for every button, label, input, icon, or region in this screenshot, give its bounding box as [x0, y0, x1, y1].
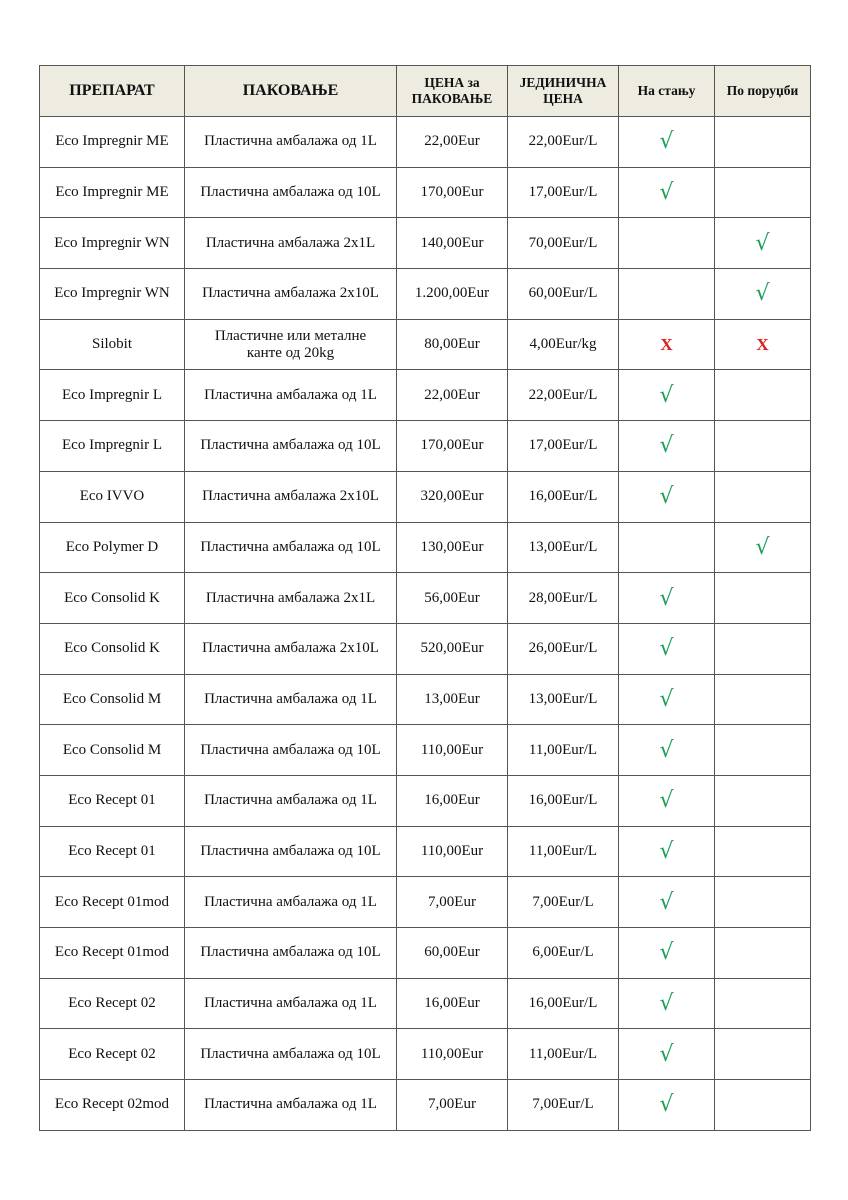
- pack-price-cell: 130,00Eur: [397, 522, 508, 573]
- table-row: [40, 978, 811, 1029]
- in-stock-cross-icon: X: [619, 319, 715, 370]
- packaging-cell: Пластична амбалажа од 10L: [185, 167, 397, 218]
- product-cell: Eco Consolid K: [40, 623, 185, 674]
- product-cell: Eco Recept 01mod: [40, 877, 185, 928]
- packaging-cell: Пластична амбалажа од 10L: [185, 1029, 397, 1080]
- on-order-cell: [715, 978, 811, 1029]
- table-row: [40, 674, 811, 725]
- pack-price-cell: 170,00Eur: [397, 167, 508, 218]
- pack-price-cell: 1.200,00Eur: [397, 269, 508, 320]
- in-stock-check-icon: √: [619, 775, 715, 826]
- on-order-cell: [715, 623, 811, 674]
- unit-price-cell: 16,00Eur/L: [508, 978, 619, 1029]
- packaging-cell: Пластична амбалажа 2x1L: [185, 218, 397, 269]
- product-cell: Eco Recept 01: [40, 775, 185, 826]
- on-order-cell: [715, 471, 811, 522]
- on-order-cell: [715, 117, 811, 168]
- product-cell: Eco Consolid M: [40, 725, 185, 776]
- on-order-cell: [715, 674, 811, 725]
- packaging-cell: Пластична амбалажа од 10L: [185, 725, 397, 776]
- table-row: [40, 117, 811, 168]
- in-stock-cell: [619, 269, 715, 320]
- in-stock-check-icon: √: [619, 1080, 715, 1131]
- table-row: [40, 1029, 811, 1080]
- on-order-cell: [715, 725, 811, 776]
- packaging-cell: Пластична амбалажа од 10L: [185, 928, 397, 979]
- table-row: [40, 319, 811, 370]
- product-cell: Eco IVVO: [40, 471, 185, 522]
- packaging-line2: канте од 20kg: [246, 344, 335, 361]
- unit-price-cell: 6,00Eur/L: [508, 928, 619, 979]
- on-order-cell: [715, 370, 811, 421]
- on-order-cell: [715, 1029, 811, 1080]
- product-cell: Eco Impregnir ME: [40, 167, 185, 218]
- pack-price-cell: 22,00Eur: [397, 370, 508, 421]
- unit-price-cell: 26,00Eur/L: [508, 623, 619, 674]
- table-row: [40, 623, 811, 674]
- pack-price-cell: 60,00Eur: [397, 928, 508, 979]
- table-row: [40, 421, 811, 472]
- in-stock-check-icon: √: [619, 370, 715, 421]
- on-order-cell: [715, 167, 811, 218]
- product-cell: Eco Consolid M: [40, 674, 185, 725]
- table-row: [40, 471, 811, 522]
- in-stock-check-icon: √: [619, 725, 715, 776]
- product-cell: Eco Recept 02: [40, 1029, 185, 1080]
- on-order-check-icon: √: [715, 522, 811, 573]
- in-stock-check-icon: √: [619, 623, 715, 674]
- product-cell: Eco Recept 02mod: [40, 1080, 185, 1131]
- pack-price-cell: 7,00Eur: [397, 877, 508, 928]
- product-cell: Eco Polymer D: [40, 522, 185, 573]
- table-row: [40, 218, 811, 269]
- unit-price-cell: 11,00Eur/L: [508, 826, 619, 877]
- pack-price-cell: 520,00Eur: [397, 623, 508, 674]
- header-on-order: По поруџби: [715, 66, 811, 117]
- product-cell: Eco Impregnir WN: [40, 218, 185, 269]
- packaging-cell: Пластична амбалажа од 1L: [185, 978, 397, 1029]
- in-stock-check-icon: √: [619, 167, 715, 218]
- table-row: [40, 1080, 811, 1131]
- unit-price-cell: 70,00Eur/L: [508, 218, 619, 269]
- unit-price-cell: 22,00Eur/L: [508, 117, 619, 168]
- on-order-cell: [715, 421, 811, 472]
- unit-price-cell: 13,00Eur/L: [508, 522, 619, 573]
- unit-price-cell: 7,00Eur/L: [508, 877, 619, 928]
- packaging-cell: Пластична амбалажа од 1L: [185, 1080, 397, 1131]
- table-row: [40, 370, 811, 421]
- in-stock-check-icon: √: [619, 421, 715, 472]
- pack-price-cell: 16,00Eur: [397, 775, 508, 826]
- product-cell: Eco Consolid K: [40, 573, 185, 624]
- unit-price-cell: 11,00Eur/L: [508, 725, 619, 776]
- header-row: [40, 66, 811, 117]
- on-order-check-icon: √: [715, 218, 811, 269]
- packaging-cell: Пластична амбалажа 2x10L: [185, 269, 397, 320]
- header-unit-price-line2: ЦЕНА: [543, 91, 583, 106]
- on-order-check-icon: √: [715, 269, 811, 320]
- packaging-cell: Пластична амбалажа од 1L: [185, 370, 397, 421]
- unit-price-cell: 28,00Eur/L: [508, 573, 619, 624]
- price-table: [39, 65, 811, 1131]
- on-order-cell: [715, 775, 811, 826]
- in-stock-check-icon: √: [619, 471, 715, 522]
- product-cell: Eco Recept 01: [40, 826, 185, 877]
- unit-price-cell: 16,00Eur/L: [508, 775, 619, 826]
- packaging-cell: Пластична амбалажа од 1L: [185, 117, 397, 168]
- on-order-cell: [715, 928, 811, 979]
- packaging-cell: Пластична амбалажа од 10L: [185, 421, 397, 472]
- pack-price-cell: 56,00Eur: [397, 573, 508, 624]
- in-stock-cell: [619, 522, 715, 573]
- on-order-cell: [715, 573, 811, 624]
- in-stock-check-icon: √: [619, 1029, 715, 1080]
- pack-price-cell: 22,00Eur: [397, 117, 508, 168]
- header-product: ПРЕПАРАТ: [40, 66, 185, 117]
- in-stock-check-icon: √: [619, 928, 715, 979]
- unit-price-cell: 17,00Eur/L: [508, 421, 619, 472]
- product-cell: Eco Recept 01mod: [40, 928, 185, 979]
- pack-price-cell: 170,00Eur: [397, 421, 508, 472]
- on-order-cell: [715, 877, 811, 928]
- unit-price-cell: 11,00Eur/L: [508, 1029, 619, 1080]
- pack-price-cell: 7,00Eur: [397, 1080, 508, 1131]
- product-cell: Eco Impregnir L: [40, 421, 185, 472]
- table-row: [40, 775, 811, 826]
- on-order-cell: [715, 1080, 811, 1131]
- packaging-line1: Пластичне или металне: [214, 327, 367, 344]
- table-row: [40, 877, 811, 928]
- in-stock-check-icon: √: [619, 674, 715, 725]
- header-pack-price: [397, 66, 508, 117]
- header-pack-price-line2: ПАКОВАЊЕ: [411, 91, 493, 106]
- header-pack-price-line1: ЦЕНА за: [424, 75, 480, 90]
- in-stock-check-icon: √: [619, 573, 715, 624]
- table-row: [40, 725, 811, 776]
- unit-price-cell: 16,00Eur/L: [508, 471, 619, 522]
- product-cell: Eco Impregnir L: [40, 370, 185, 421]
- table-row: [40, 928, 811, 979]
- packaging-cell: Пластична амбалажа од 10L: [185, 522, 397, 573]
- unit-price-cell: 22,00Eur/L: [508, 370, 619, 421]
- table-row: [40, 167, 811, 218]
- in-stock-check-icon: √: [619, 117, 715, 168]
- pack-price-cell: 13,00Eur: [397, 674, 508, 725]
- on-order-cross-icon: X: [715, 319, 811, 370]
- table-row: [40, 826, 811, 877]
- header-unit-price-line1: ЈЕДИНИЧНА: [519, 75, 607, 90]
- table-row: [40, 269, 811, 320]
- product-cell: Eco Impregnir ME: [40, 117, 185, 168]
- header-unit-price: [508, 66, 619, 117]
- packaging-cell: Пластична амбалажа 2x1L: [185, 573, 397, 624]
- header-in-stock: На стању: [619, 66, 715, 117]
- pack-price-cell: 140,00Eur: [397, 218, 508, 269]
- unit-price-cell: 17,00Eur/L: [508, 167, 619, 218]
- in-stock-cell: [619, 218, 715, 269]
- pack-price-cell: 16,00Eur: [397, 978, 508, 1029]
- packaging-cell: Пластична амбалажа од 1L: [185, 877, 397, 928]
- packaging-cell: Пластична амбалажа 2x10L: [185, 471, 397, 522]
- pack-price-cell: 110,00Eur: [397, 826, 508, 877]
- unit-price-cell: 13,00Eur/L: [508, 674, 619, 725]
- in-stock-check-icon: √: [619, 826, 715, 877]
- unit-price-cell: 7,00Eur/L: [508, 1080, 619, 1131]
- pack-price-cell: 110,00Eur: [397, 725, 508, 776]
- table-row: [40, 573, 811, 624]
- in-stock-check-icon: √: [619, 877, 715, 928]
- in-stock-check-icon: √: [619, 978, 715, 1029]
- product-cell: Eco Impregnir WN: [40, 269, 185, 320]
- unit-price-cell: 60,00Eur/L: [508, 269, 619, 320]
- packaging-cell: Пластична амбалажа од 10L: [185, 826, 397, 877]
- table-row: [40, 522, 811, 573]
- product-cell: Silobit: [40, 319, 185, 370]
- packaging-cell: Пластична амбалажа од 1L: [185, 674, 397, 725]
- pack-price-cell: 80,00Eur: [397, 319, 508, 370]
- pack-price-cell: 110,00Eur: [397, 1029, 508, 1080]
- product-cell: Eco Recept 02: [40, 978, 185, 1029]
- packaging-cell: [185, 319, 397, 370]
- header-packaging: ПАКОВАЊЕ: [185, 66, 397, 117]
- packaging-cell: Пластична амбалажа 2x10L: [185, 623, 397, 674]
- on-order-cell: [715, 826, 811, 877]
- unit-price-cell: 4,00Eur/kg: [508, 319, 619, 370]
- pack-price-cell: 320,00Eur: [397, 471, 508, 522]
- packaging-cell: Пластична амбалажа од 1L: [185, 775, 397, 826]
